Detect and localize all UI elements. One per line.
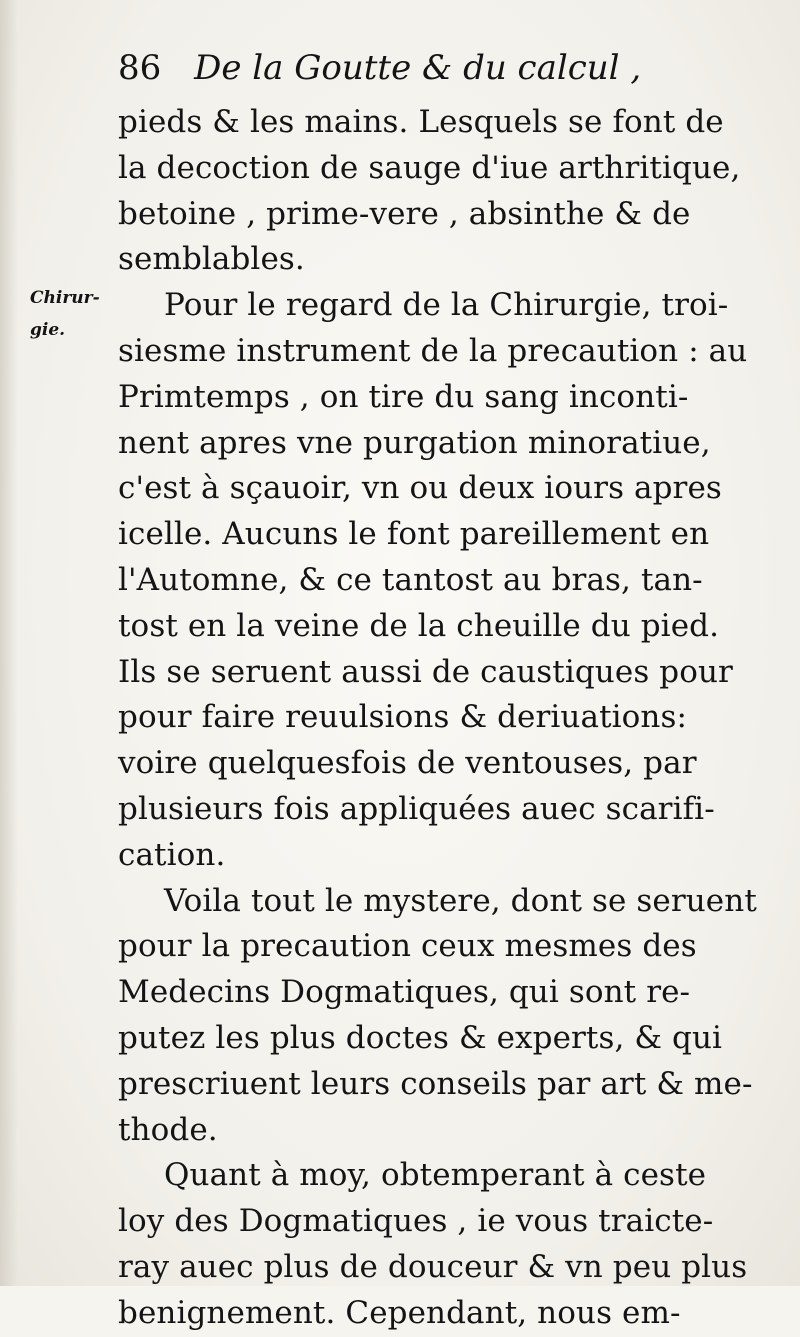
- text-line: la decoction de sauge d'iue arthritique,: [118, 149, 741, 186]
- running-title: De la Goutte & du calcul ,: [194, 48, 642, 88]
- text-line: l'Automne, & ce tantost au bras, tan-: [118, 561, 703, 598]
- running-head: [118, 48, 678, 98]
- paragraph-start-line: Pour le regard de la Chirurgie, troi-: [164, 287, 729, 324]
- text-line: pour la precaution ceux mesmes des: [118, 928, 697, 965]
- text-line: Primtemps , on tire du sang inconti-: [118, 378, 689, 415]
- text-line: cation.: [118, 836, 226, 873]
- paragraph-start-line: Voila tout le mystere, dont se seruent: [164, 882, 757, 919]
- text-line: pour faire reuulsions & deriuations:: [118, 699, 688, 736]
- text-line: Medecins Dogmatiques, qui sont re-: [118, 974, 691, 1011]
- text-line: Ils se seruent aussi de caustiques pour: [118, 653, 733, 690]
- margin-note-line: Chirur-: [30, 288, 100, 308]
- text-line: loy des Dogmatiques , ie vous traicte-: [118, 1203, 714, 1240]
- page-number: 86: [118, 48, 162, 88]
- text-line: ray auec plus de douceur & vn peu plus: [118, 1248, 748, 1285]
- text-line: semblables.: [118, 241, 305, 278]
- text-line: plusieurs fois appliquées auec scarifi-: [118, 790, 715, 827]
- text-line: tost en la veine de la cheuille du pied.: [118, 607, 720, 644]
- text-line: icelle. Aucuns le font pareillement en: [118, 516, 710, 553]
- text-line: putez les plus doctes & experts, & qui: [118, 1019, 723, 1056]
- margin-note-line: gie.: [30, 320, 66, 340]
- text-line: siesme instrument de la precaution : au: [118, 332, 748, 369]
- text-line: nent apres vne purgation minoratiue,: [118, 424, 711, 461]
- text-line: pieds & les mains. Lesquels se font de: [118, 104, 724, 140]
- text-line: voire quelquesfois de ventouses, par: [118, 745, 697, 782]
- paragraph-start-line: Quant à moy, obtemperant à ceste: [164, 1157, 707, 1194]
- text-line: thode.: [118, 1111, 218, 1148]
- text-line: c'est à sçauoir, vn ou deux iours apres: [118, 470, 722, 507]
- text-line: benignement. Cependant, nous em-: [118, 1294, 681, 1331]
- text-line: betoine , prime-vere , absinthe & de: [118, 195, 691, 232]
- gutter-shadow: [0, 0, 18, 1286]
- text-line: prescriuent leurs conseils par art & me-: [118, 1065, 753, 1102]
- body-text: [118, 100, 757, 1337]
- margin-note: [30, 282, 116, 346]
